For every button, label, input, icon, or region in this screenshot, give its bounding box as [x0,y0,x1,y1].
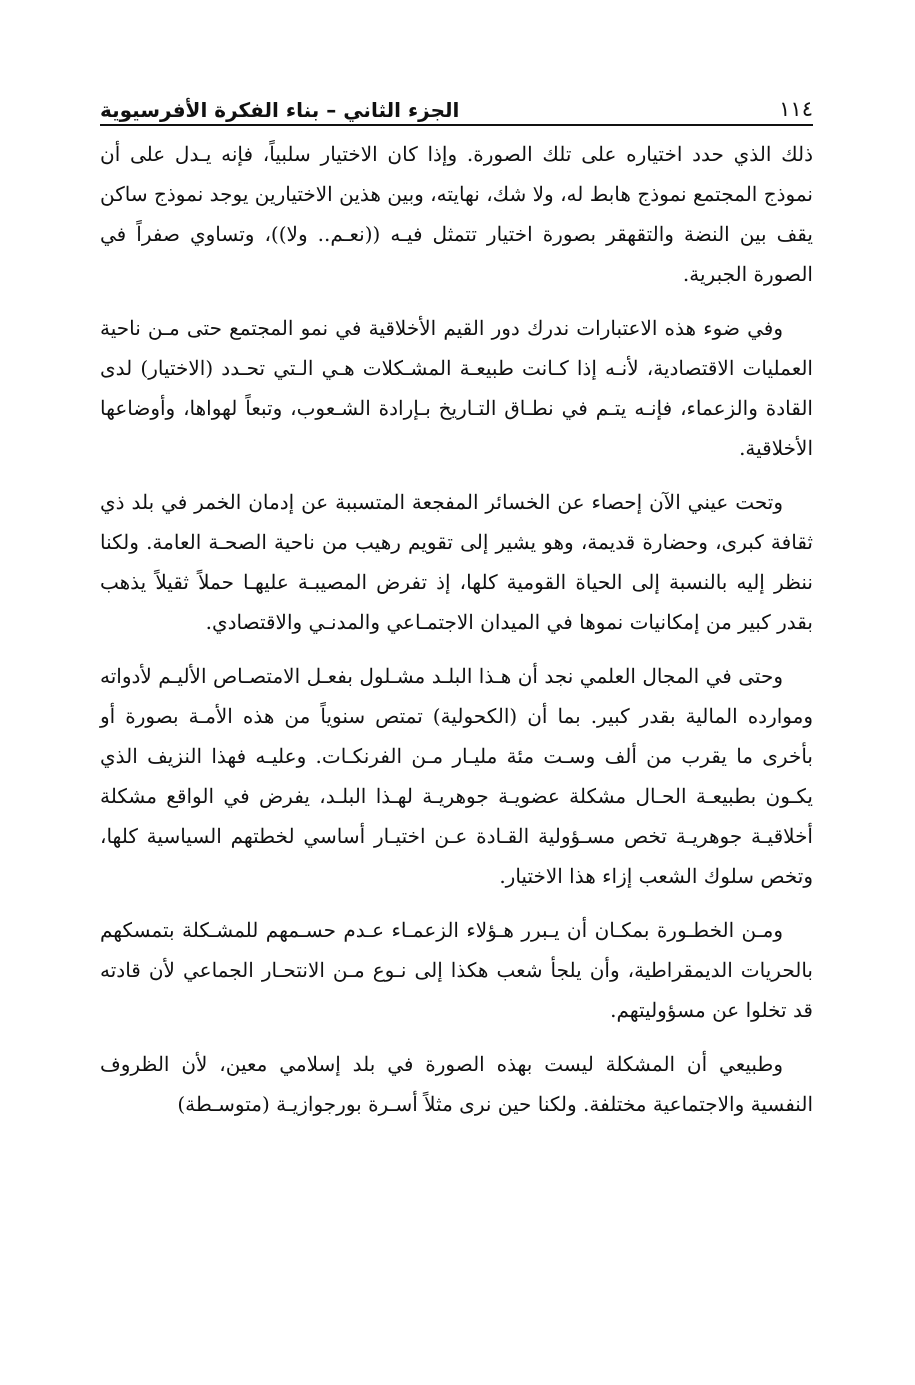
paragraph-1: ذلك الذي حدد اختياره على تلك الصورة. وإذا كان الاختيار سلبياً، فإنه يـدل على أن نموذج المجتمع نموذج هابط له، ولا شك، نهايته، وبين هذين الاختيارين يوجد نموذج ساكن يقف بين النضة والتقهقر بصورة اختيار تتمثل فيـه ((نعـم.. ولا))، وتساوي صفراً في الصورة الجبرية. [100,142,813,286]
paragraph-5: ومـن الخطـورة بمكـان أن يـبرر هـؤلاء الزعمـاء عـدم حسـمهم للمشـكلة بتمسكهم بالحريات الديمقراطية، وأن يلجأ شعب هكذا إلى نـوع مـن الانتحـار الجماعي لأن قادته قد تخلوا عن مسؤوليتهم. [100,918,813,1022]
paragraph-2: وفي ضوء هذه الاعتبارات ندرك دور القيم الأخلاقية في نمو المجتمع حتى مـن ناحية العمليات الاقتصادية، لأنـه إذا كـانت طبيعـة المشـكلات هـي الـتي تحـدد (الاختيار) لدى القادة والزعماء، فإنـه يتـم في نطـاق التـاريخ بـإرادة الشـعوب، وتبعاً لهواها، وأوضاعها الأخلاقية. [100,316,813,460]
running-header-title: الجزء الثاني – بناء الفكرة الأفرسيوية [100,98,460,122]
body-text [100,134,813,1124]
paragraph-4: وحتى في المجال العلمي نجد أن هـذا البلـد مشـلول بفعـل الامتصـاص الأليـم لأدواته وموارده المالية بقدر كبير. بما أن (الكحولية) تمتص سنوياً من هذه الأمـة بصورة أو بأخرى ما يقرب من ألف وسـت مئة مليـار مـن الفرنكـات. وعليـه فهذا النزيف الذي يكـون بطبيعـة الحـال مشكلة عضويـة جوهريـة لهـذا البلـد، يفرض في الواقع مشكلة أخلاقيـة جوهريـة تخص مسـؤولية القـادة عـن اختيـار أساسي لخطتهم السياسية كلها، وتخص سلوك الشعب إزاء هذا الاختيار. [100,664,813,888]
running-header [100,86,813,126]
paragraph-6: وطبيعي أن المشكلة ليست بهذه الصورة في بلد إسلامي معين، لأن الظروف النفسية والاجتماعية مختلفة. ولكنا حين نرى مثلاً أسـرة بورجوازيـة (متوسـطة) [100,1052,813,1116]
page-number: ١١٤ [779,97,813,121]
paragraph-3: وتحت عيني الآن إحصاء عن الخسائر المفجعة المتسببة عن إدمان الخمر في بلد ذي ثقافة كبرى، وحضارة قديمة، وهو يشير إلى تقويم رهيب من ناحية الصحـة العامة. ولكنا ننظر إليه بالنسبة إلى الحياة القومية كلها، إذ تفرض المصيبـة عليهـا حملاً ثقيلاً يذهب بقدر كبير من إمكانيات نموها في الميدان الاجتمـاعي والمدنـي والاقتصادي. [100,490,813,634]
